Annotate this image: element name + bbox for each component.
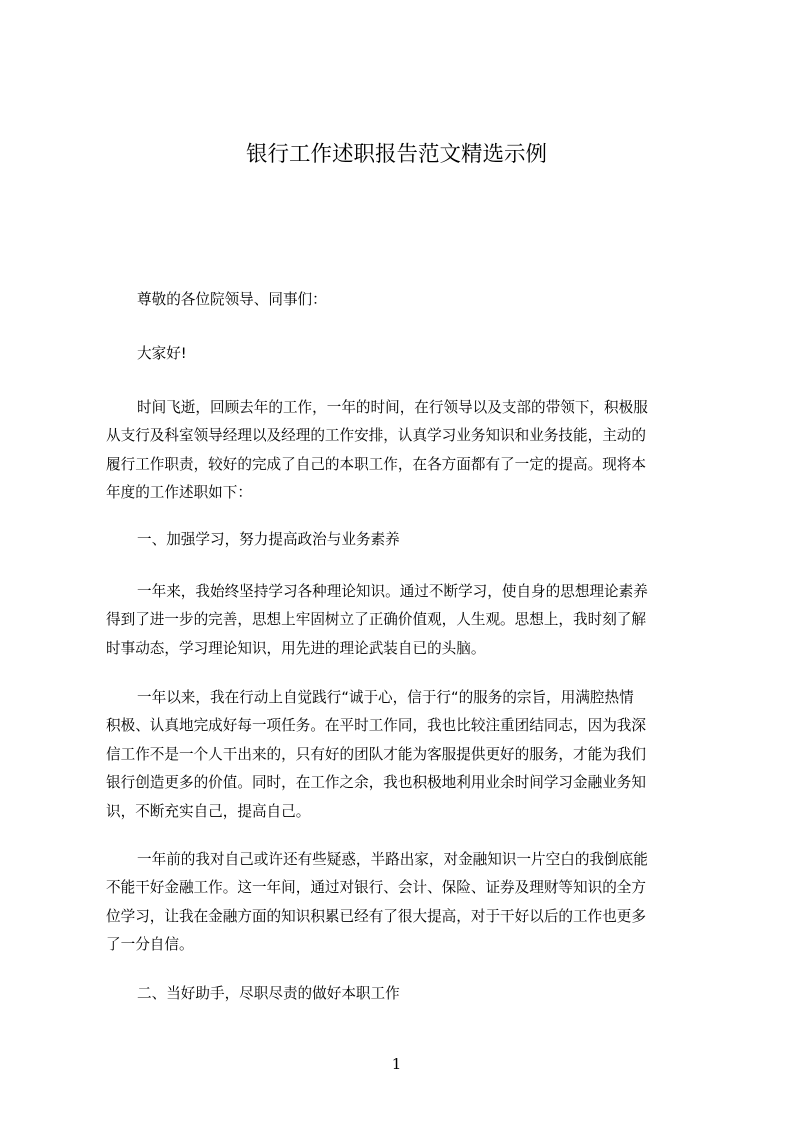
paragraph-line: 识，不断充实自己，提高自己。 bbox=[106, 802, 311, 820]
page-number: 1 bbox=[391, 1055, 402, 1073]
paragraph-line: 年度的工作述职如下： bbox=[106, 484, 252, 502]
paragraph-line: 时事动态，学习理论知识，用先进的理论武装自已的头脑。 bbox=[106, 639, 486, 657]
paragraph-line: 积极、认真地完成好每一项任务。在平时工作同，我也比较注重团结同志，因为我深 bbox=[106, 717, 646, 735]
paragraph-line: 位学习，让我在金融方面的知识积累已经有了很大提高，对于干好以后的工作也更多 bbox=[106, 907, 646, 925]
paragraph-line: 一年以来，我在行动上自觉践行“诚于心，信于行“的服务的宗旨，用满腔热情 bbox=[137, 689, 634, 706]
paragraph-line: 得到了进一步的完善，思想上牢固树立了正确价值观，人生观。思想上，我时刻了解 bbox=[106, 611, 646, 629]
paragraph-line: 时间飞逝，回顾去年的工作，一年的时间，在行领导以及支部的带领下，积极服 bbox=[137, 399, 648, 416]
salutation-text: 尊敬的各位院领导、同事们： bbox=[137, 291, 327, 308]
paragraph-line: 不能干好金融工作。这一年间，通过对银行、会计、保险、证券及理财等知识的全方 bbox=[106, 879, 646, 897]
section-heading-text: 一、加强学习，努力提高政治与业务素养 bbox=[137, 531, 400, 548]
greeting-text: 大家好! bbox=[137, 345, 187, 362]
paragraph-line: 一年来，我始终坚持学习各种理论知识。通过不断学习，使自身的思想理论素养 bbox=[137, 583, 648, 600]
paragraph-line: 一年前的我对自己或许还有些疑惑，半路出家，对金融知识一片空白的我倒底能 bbox=[137, 851, 648, 868]
section-heading-text: 二、当好助手，尽职尽责的做好本职工作 bbox=[137, 985, 400, 1002]
document-title: 银行工作述职报告范文精选示例 bbox=[245, 142, 547, 167]
paragraph-line: 履行工作职责，较好的完成了自己的本职工作，在各方面都有了一定的提高。现将本 bbox=[106, 455, 646, 473]
paragraph-line: 银行创造更多的价值。同时，在工作之余，我也积极地利用业余时间学习金融业务知 bbox=[106, 774, 646, 792]
paragraph-line: 信工作不是一个人干出来的，只有好的团队才能为客服提供更好的服务，才能为我们 bbox=[106, 745, 646, 763]
paragraph-line: 从支行及科室领导经理以及经理的工作安排，认真学习业务知识和业务技能，主动的 bbox=[106, 427, 646, 445]
paragraph-line: 了一分自信。 bbox=[106, 936, 194, 954]
